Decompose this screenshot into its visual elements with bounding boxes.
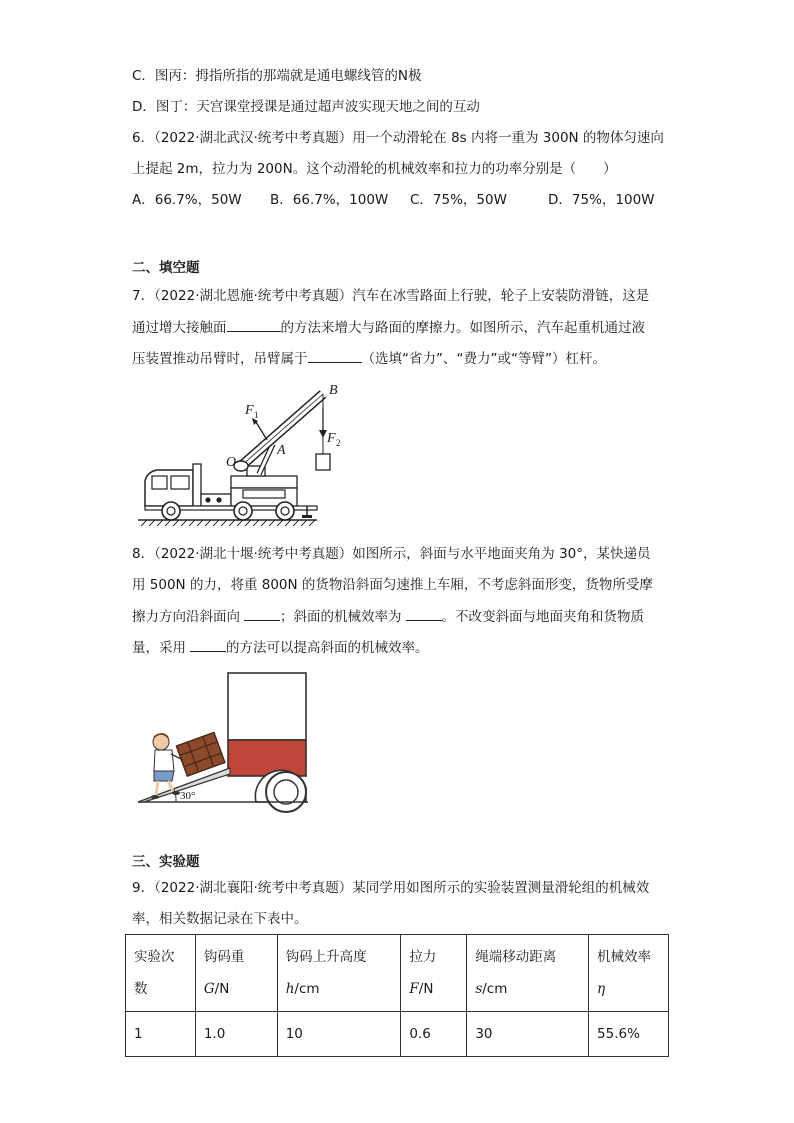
label-a: A bbox=[277, 443, 286, 458]
q5-option-d: D．图丁：天宫课堂授课是通过超声波实现天地之间的互动 bbox=[132, 99, 480, 115]
q7-blank-1[interactable] bbox=[227, 317, 281, 332]
q9-data-table bbox=[125, 934, 669, 1057]
header-pull-force: 拉力 F/N bbox=[401, 935, 467, 1012]
q5-option-c: C．图丙：拇指所指的那端就是通电螺线管的N极 bbox=[132, 68, 422, 84]
q9-stem-line2: 率，相关数据记录在下表中。 bbox=[132, 911, 308, 927]
table-cell: 10 bbox=[277, 1012, 401, 1057]
q7-stem-line2 bbox=[132, 317, 645, 338]
q8-stem-line1: 8．（2022·湖北十堰·统考中考真题）如图所示，斜面与水平地面夹角为 30°，某快递员 bbox=[132, 546, 651, 562]
q6-stem-line1: 6．（2022·湖北武汉·统考中考真题）用一个动滑轮在 8s 内将一重为 300N 的物体匀速向 bbox=[132, 130, 664, 146]
q7-stem-line3 bbox=[132, 348, 606, 369]
q7-blank-2[interactable] bbox=[308, 348, 362, 363]
q8-stem-line3 bbox=[132, 606, 644, 627]
label-o: O bbox=[226, 455, 237, 470]
q6-option-d: D．75%，100W bbox=[548, 192, 655, 208]
q8-text-c: 。不改变斜面与地面夹角和货物质 bbox=[441, 609, 644, 625]
q8-blank-2[interactable] bbox=[406, 606, 442, 621]
table-cell: 1 bbox=[126, 1012, 196, 1057]
q8-stem-line4 bbox=[132, 637, 429, 658]
table-cell: 55.6% bbox=[589, 1012, 669, 1057]
header-efficiency: 机械效率 η bbox=[589, 935, 669, 1012]
q6-option-b: B．66.7%，100W bbox=[270, 192, 389, 208]
section-fill-blank-heading: 二、填空题 bbox=[132, 260, 200, 276]
angle-label: 30° bbox=[180, 790, 196, 802]
q8-text-e: 的方法可以提高斜面的机械效率。 bbox=[226, 640, 429, 656]
q6-option-a: A．66.7%，50W bbox=[132, 192, 242, 208]
ramp-truck-figure bbox=[138, 670, 310, 804]
label-f1-sub: 1 bbox=[254, 410, 259, 420]
header-weight: 钩码重 G/N bbox=[195, 935, 277, 1012]
table-header-row bbox=[126, 935, 669, 1012]
header-rope-distance: 绳端移动距离 s/cm bbox=[467, 935, 589, 1012]
q6-option-c: C．75%，50W bbox=[410, 192, 507, 208]
q9-stem-line1: 9．（2022·湖北襄阳·统考中考真题）某同学用如图所示的实验装置测量滑轮组的机械效 bbox=[132, 880, 650, 896]
table-cell: 1.0 bbox=[195, 1012, 277, 1057]
q8-text-a: 擦力方向沿斜面向 bbox=[132, 609, 240, 625]
label-b: B bbox=[329, 383, 338, 398]
q7-text-a: 通过增大接触面 bbox=[132, 320, 227, 336]
section-experiment-heading: 三、实验题 bbox=[132, 854, 200, 870]
q8-blank-1[interactable] bbox=[244, 606, 280, 621]
label-f2: F bbox=[327, 431, 336, 446]
label-f2-sub: 2 bbox=[336, 438, 341, 448]
header-rise-height: 钩码上升高度 h/cm bbox=[277, 935, 401, 1012]
q8-text-d: 量，采用 bbox=[132, 640, 186, 656]
label-f1: F bbox=[245, 403, 254, 418]
header-trial-count: 实验次 数 bbox=[126, 935, 196, 1012]
q7-text-b: 的方法来增大与路面的摩擦力。如图所示，汽车起重机通过液 bbox=[280, 320, 645, 336]
q8-blank-3[interactable] bbox=[190, 637, 226, 652]
q7-text-d: （选填“省力”、“费力”或“等臂”）杠杆。 bbox=[361, 351, 606, 367]
q6-stem-line2: 上提起 2m，拉力为 200N。这个动滑轮的机械效率和拉力的功率分别是（ ） bbox=[132, 161, 617, 177]
q7-text-c: 压装置推动吊臂时，吊臂属于 bbox=[132, 351, 308, 367]
q8-text-b: ；斜面的机械效率为 bbox=[280, 609, 402, 625]
q7-stem-line1: 7．（2022·湖北恩施·统考中考真题）汽车在冰雪路面上行驶，轮子上安装防滑链，这是 bbox=[132, 288, 650, 304]
table-row bbox=[126, 1012, 669, 1057]
table-cell: 30 bbox=[467, 1012, 589, 1057]
table-cell: 0.6 bbox=[401, 1012, 467, 1057]
crane-truck-figure bbox=[135, 378, 341, 528]
q8-stem-line2: 用 500N 的力，将重 800N 的货物沿斜面匀速推上车厢，不考虑斜面形变，货物所受摩 bbox=[132, 577, 653, 593]
